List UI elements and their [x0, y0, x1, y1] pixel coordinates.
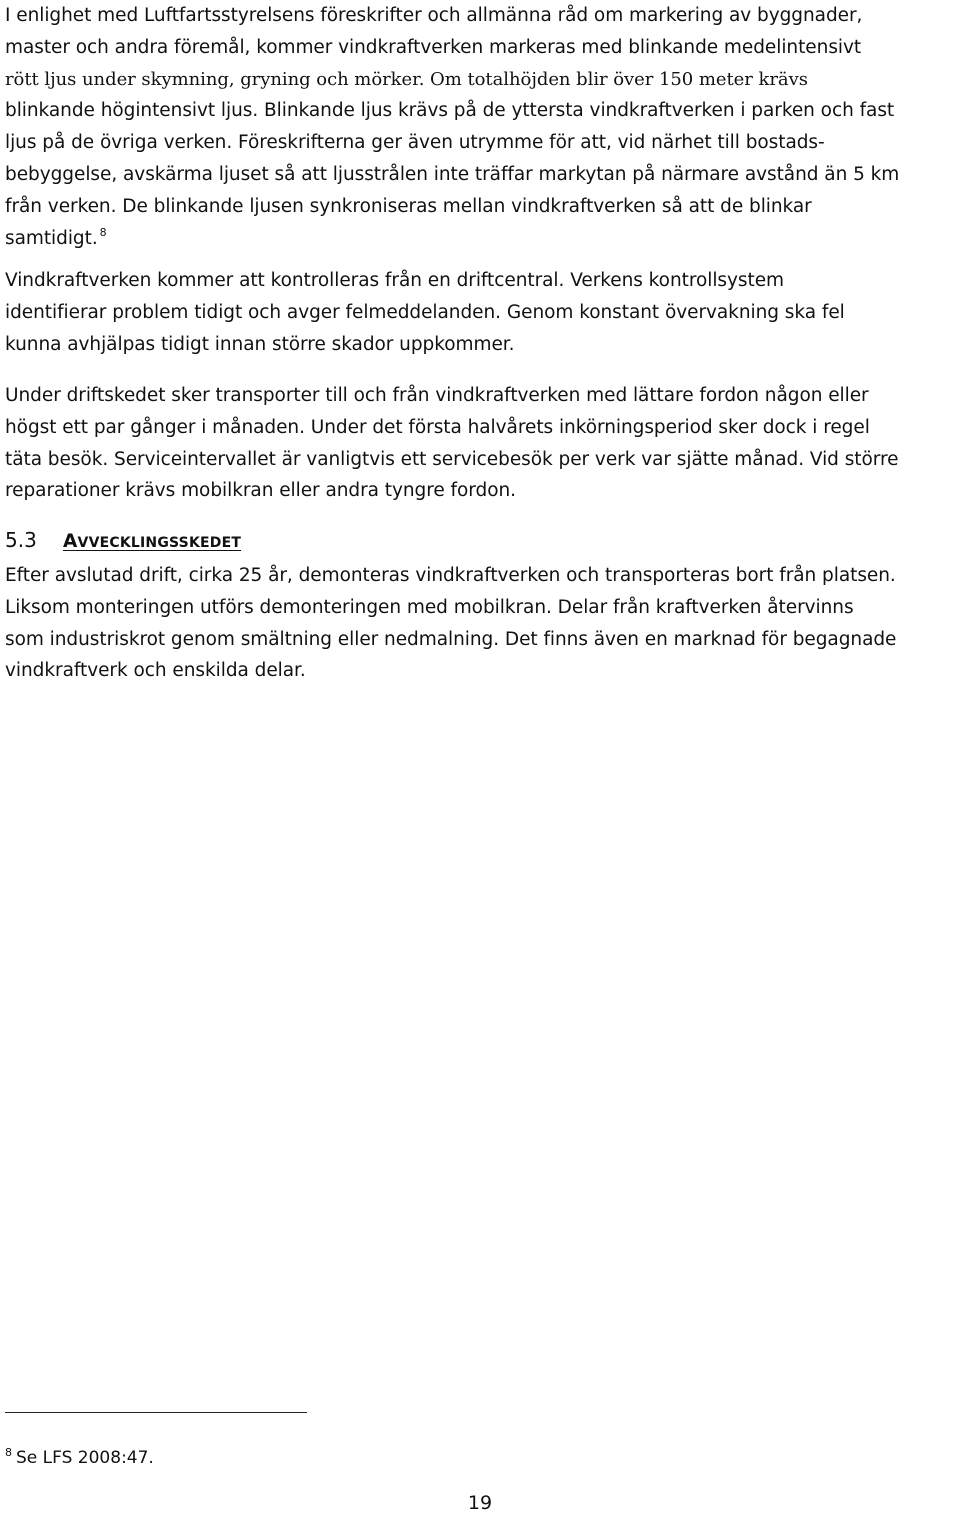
text-line: bebyggelse, avskärma ljuset så att ljusstrålen inte träffar markytan på närmare avstånd än 5 km	[5, 163, 900, 185]
text-line: master och andra föremål, kommer vindkraftverken markeras med blinkande medelintensivt	[5, 36, 862, 58]
text-line: reparationer krävs mobilkran eller andra tyngre fordon.	[5, 480, 516, 502]
text-line: ljus på de övriga verken. Föreskrifterna ger även utrymme för att, vid närhet till bostads-	[5, 132, 825, 154]
section-heading	[5, 528, 241, 562]
text-line: Liksom monteringen utförs demonteringen med mobilkran. Delar från kraftverken återvinns	[5, 596, 854, 618]
text-line: högst ett par gånger i månaden. Under det första halvårets inkörningsperiod sker dock i regel	[5, 416, 870, 438]
text-line: I enlighet med Luftfartsstyrelsens föreskrifter och allmänna råd om markering av byggnader,	[5, 5, 863, 26]
footnote-divider	[5, 1412, 307, 1413]
text-fragment: samtidigt.	[5, 227, 98, 249]
section-title-initial: A	[63, 531, 78, 552]
text-line: vindkraftverk och enskilda delar.	[5, 660, 306, 682]
text-line: från verken. De blinkande ljusen synkroniseras mellan vindkraftverken så att de blinkar	[5, 195, 812, 217]
section-title	[63, 531, 241, 552]
text-line: blinkande högintensivt ljus. Blinkande ljus krävs på de yttersta vindkraftverken i parken och fast	[5, 100, 895, 122]
footnote	[5, 1448, 154, 1468]
footnote-reference[interactable]: 8	[99, 225, 107, 239]
text-line	[5, 223, 960, 257]
footnote-mark: 8	[5, 1446, 12, 1459]
text-line: som industriskrot genom smältning eller nedmalning. Det finns även en marknad för begagnade	[5, 628, 897, 650]
paragraph-transports	[5, 380, 960, 507]
page-number: 19	[467, 1492, 493, 1514]
text-line: rött ljus under skymning, gryning och mörker. Om totalhöjden blir över 150 meter krävs	[5, 68, 808, 90]
text-line: Vindkraftverken kommer att kontrolleras från en driftcentral. Verkens kontrollsystem	[5, 270, 785, 291]
section-title-rest: VVECKLINGSSKEDET	[77, 535, 242, 551]
footnote-text: Se LFS 2008:47.	[16, 1448, 154, 1468]
text-line: kunna avhjälpas tidigt innan större skador uppkommer.	[5, 333, 515, 355]
section-number: 5.3	[5, 528, 37, 552]
text-line: täta besök. Serviceintervallet är vanligtvis ett servicebesök per verk var sjätte månad. Vid större	[5, 448, 899, 470]
text-line: identifierar problem tidigt och avger felmeddelanden. Genom konstant övervakning ska fel	[5, 301, 845, 323]
paragraph-monitoring	[5, 265, 960, 360]
text-line: Under driftskedet sker transporter till och från vindkraftverken med lättare fordon någon eller	[5, 385, 869, 406]
paragraph-decommissioning	[5, 560, 960, 687]
text-line: Efter avslutad drift, cirka 25 år, demonteras vindkraftverken och transporteras bort från platsen.	[5, 565, 896, 586]
paragraph-lighting	[5, 0, 960, 256]
